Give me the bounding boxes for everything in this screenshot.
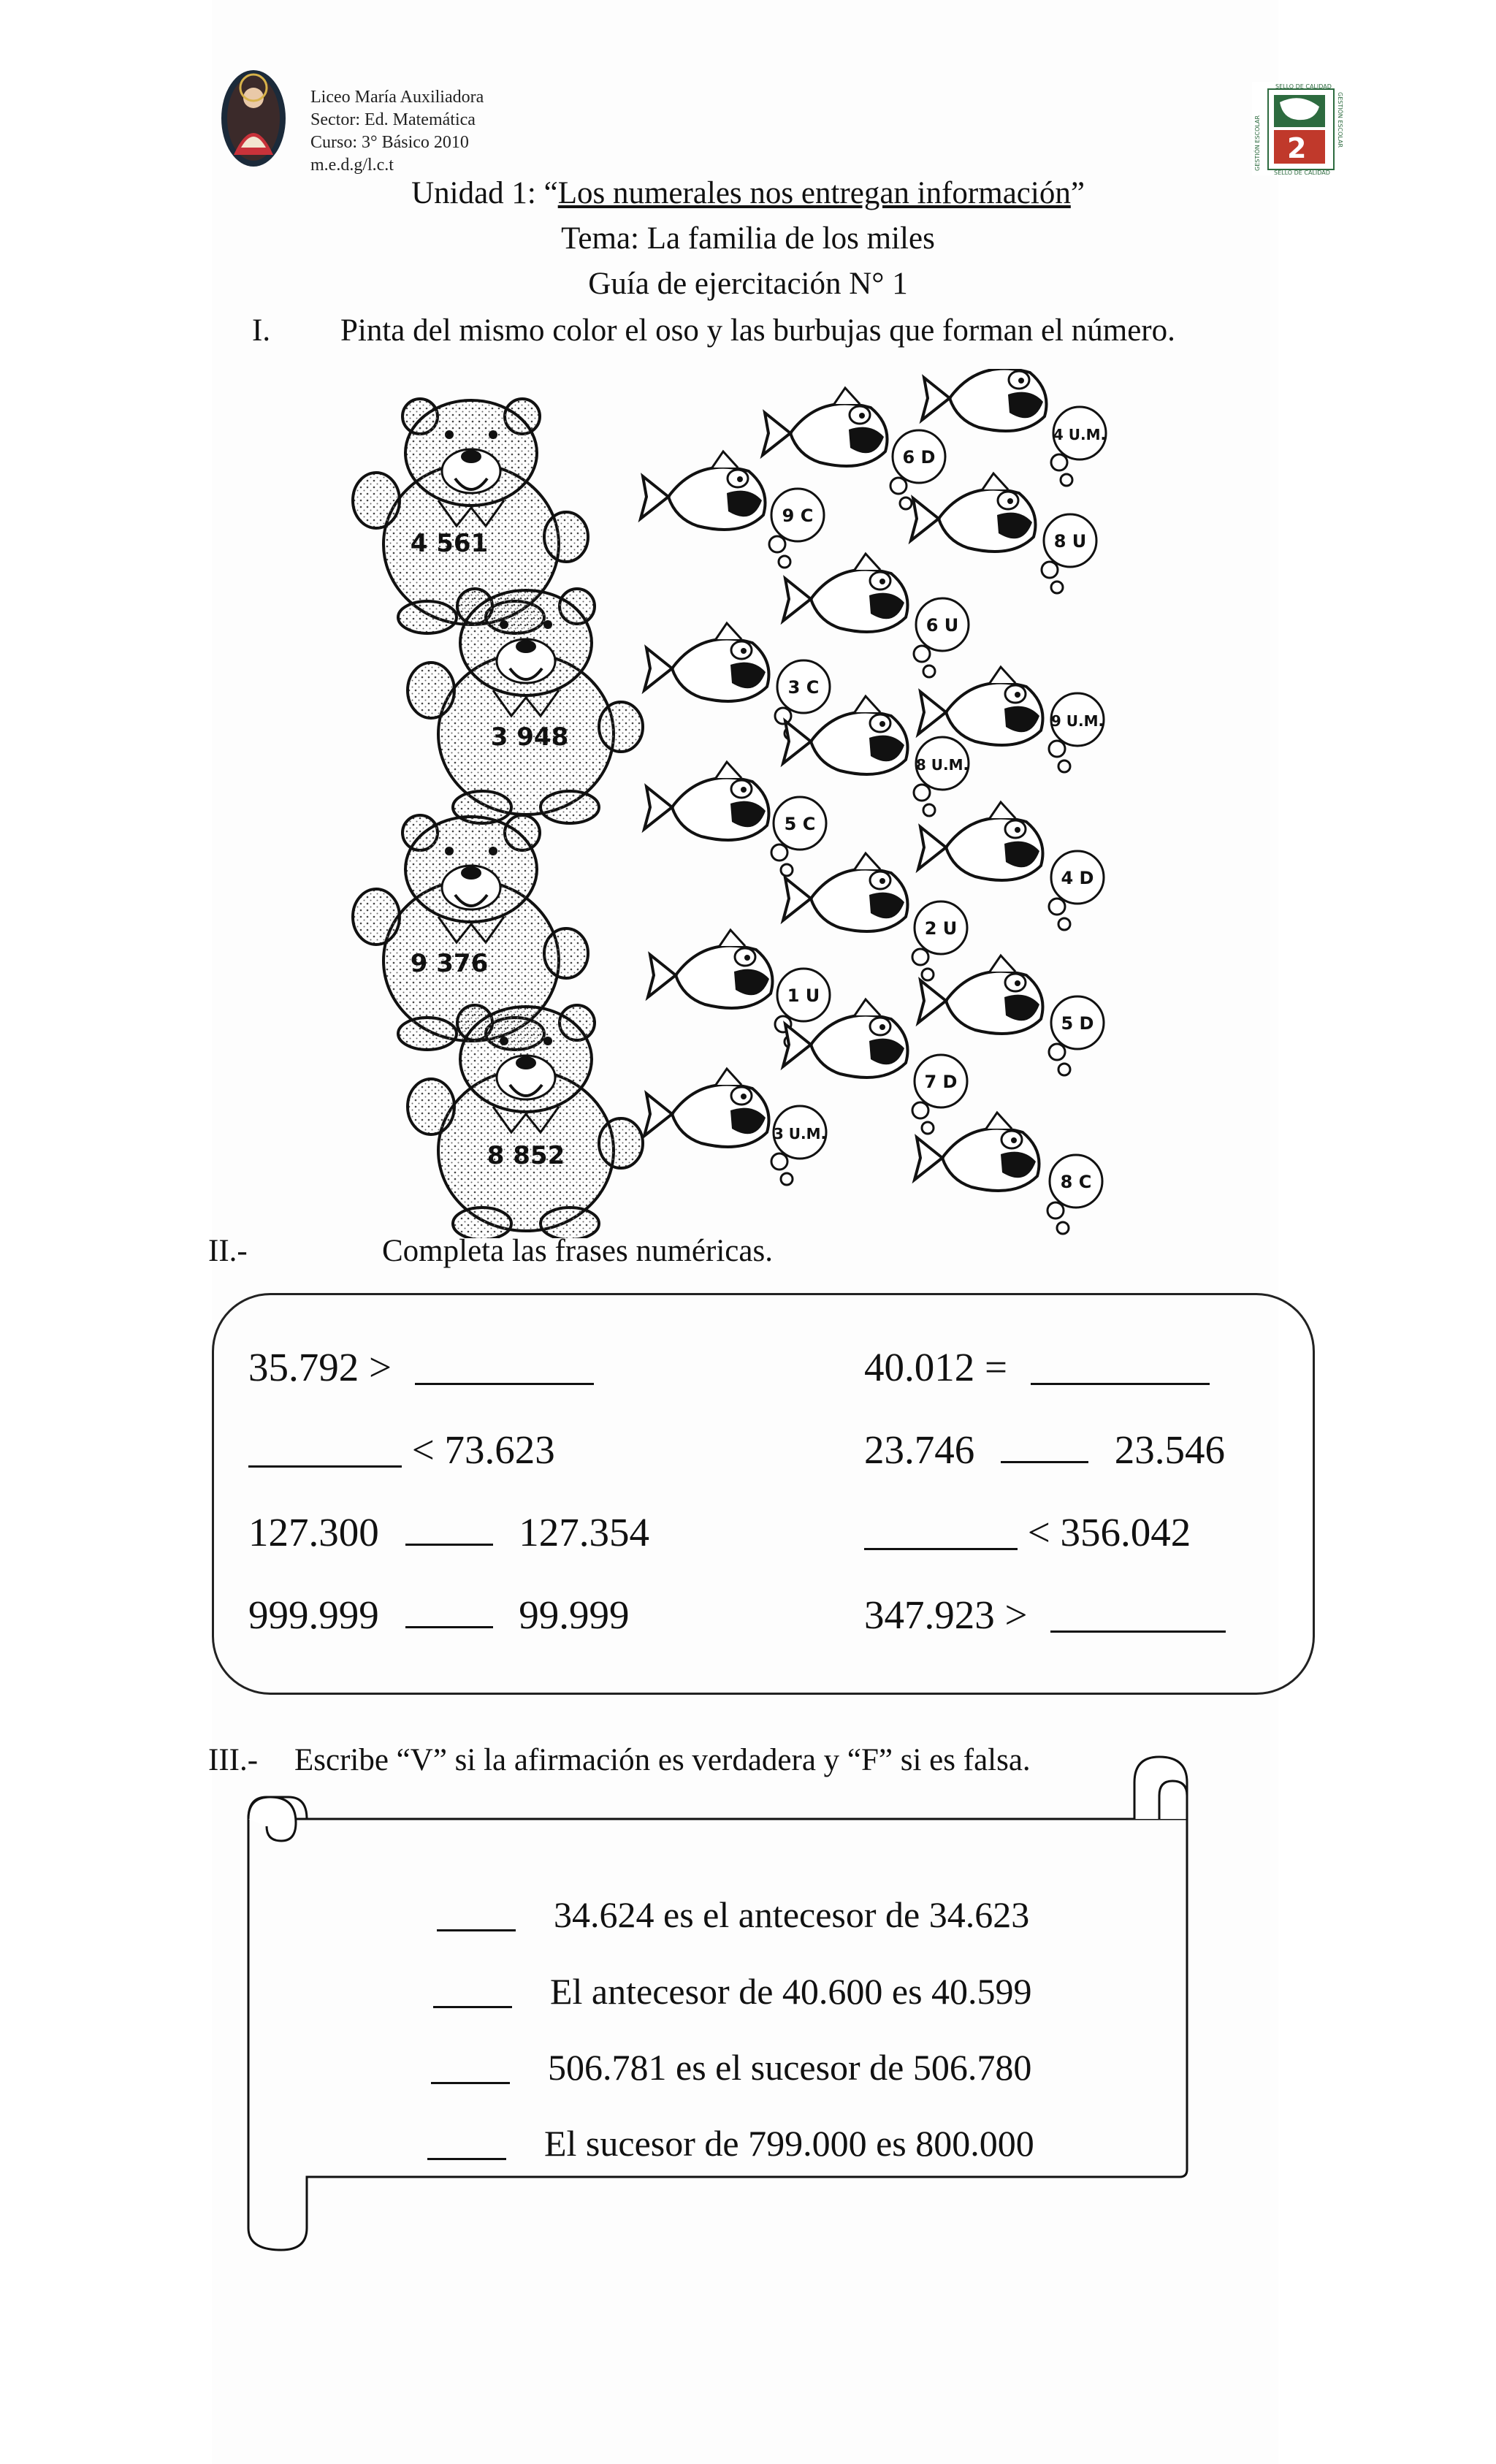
small-bubble — [1049, 1044, 1065, 1060]
bubble-label-9: 5 C — [784, 814, 816, 834]
seal-text-top: SELLO DE CALIDAD — [1275, 83, 1332, 90]
initials: m.e.d.g/l.c.t — [310, 156, 394, 175]
section-3-instruction: Escribe “V” si la afirmación es verdadera y “F” si es falsa. — [294, 1743, 1031, 1777]
sentence-5 — [864, 1344, 1210, 1390]
sentence-4 — [248, 1592, 630, 1638]
bubble-label-6: 3 C — [787, 677, 820, 698]
fish-15 — [644, 1069, 769, 1147]
statement-2 — [433, 1970, 1032, 2013]
small-bubble — [1058, 760, 1070, 772]
seal-text-left: GESTIÓN ESCOLAR — [1254, 115, 1261, 171]
fish-3 — [641, 451, 766, 530]
small-bubble — [1061, 474, 1072, 486]
statement-3 — [431, 2046, 1031, 2089]
small-bubble — [1042, 562, 1058, 578]
sentence-4-left: 999.999 — [248, 1593, 379, 1637]
fish-12 — [648, 930, 773, 1008]
bubble-label-8: 8 U.M. — [915, 756, 969, 774]
statement-1 — [437, 1893, 1029, 1936]
statement-4 — [427, 2122, 1034, 2164]
bear-2-number: 3 948 — [490, 722, 569, 752]
unit-title-suffix: ” — [1070, 176, 1085, 210]
sentence-8 — [864, 1592, 1226, 1638]
sentence-1-left: 35.792 > — [248, 1345, 392, 1389]
sentence-3 — [248, 1509, 649, 1555]
small-bubble — [923, 665, 935, 677]
small-bubble — [912, 1102, 928, 1118]
small-bubble — [1051, 454, 1067, 470]
school-name: Liceo María Auxiliadora — [310, 88, 484, 107]
small-bubble — [890, 478, 907, 494]
sector: Sector: Ed. Matemática — [310, 110, 476, 129]
bubble-label-14: 7 D — [924, 1072, 958, 1092]
sentence-8-left: 347.923 > — [864, 1593, 1028, 1637]
vf-answer-blank[interactable] — [431, 2080, 510, 2084]
answer-blank[interactable] — [1050, 1629, 1226, 1633]
small-bubble — [1058, 1064, 1070, 1075]
bubble-label-16: 8 C — [1060, 1172, 1092, 1192]
sentence-4-right: 99.999 — [519, 1593, 630, 1637]
statement-2-text: El antecesor de 40.600 es 40.599 — [550, 1971, 1032, 2012]
bubble-label-10: 4 D — [1061, 868, 1094, 888]
section-2-number: II.- — [208, 1234, 248, 1268]
vf-answer-blank[interactable] — [427, 2156, 506, 2160]
small-bubble — [781, 1173, 793, 1185]
unit-title-prefix: Unidad 1: “ — [411, 176, 558, 210]
small-bubble — [781, 864, 793, 876]
statement-3-text: 506.781 es el sucesor de 506.780 — [548, 2047, 1032, 2088]
answer-blank[interactable] — [1031, 1381, 1210, 1385]
sentence-6 — [864, 1427, 1225, 1473]
fish-11 — [783, 853, 908, 931]
bubble-label-7: 9 U.M. — [1050, 712, 1104, 730]
answer-blank[interactable] — [415, 1381, 594, 1385]
answer-blank[interactable] — [405, 1542, 493, 1546]
small-bubble — [900, 497, 912, 509]
school-crest-logo — [219, 67, 289, 169]
small-bubble — [923, 804, 935, 816]
seal-text-right: GESTIÓN ESCOLAR — [1337, 92, 1343, 148]
small-bubble — [775, 708, 791, 724]
fish-1 — [763, 388, 888, 466]
fish-6 — [644, 623, 769, 701]
small-bubble — [1051, 581, 1063, 593]
bubble-label-13: 5 D — [1061, 1013, 1094, 1034]
guide-title: Guía de ejercitación N° 1 — [588, 267, 908, 301]
bear-1-number: 4 561 — [410, 529, 489, 558]
small-bubble — [1047, 1202, 1064, 1218]
small-bubble — [1049, 899, 1065, 915]
bubble-label-12: 1 U — [787, 985, 820, 1006]
small-bubble — [914, 646, 930, 662]
small-bubble — [771, 844, 787, 861]
sentence-6-right: 23.546 — [1114, 1427, 1225, 1472]
bubble-label-1: 6 D — [902, 447, 936, 468]
small-bubble — [1057, 1222, 1069, 1234]
fish-5 — [783, 554, 908, 632]
bears-and-fish-illustration — [351, 369, 1147, 1238]
vf-answer-blank[interactable] — [433, 2005, 512, 2008]
answer-blank[interactable] — [405, 1625, 493, 1628]
small-bubble — [771, 1153, 787, 1170]
bear-3-number: 9 376 — [410, 949, 489, 978]
small-bubble — [912, 949, 928, 965]
svg-text:2: 2 — [1287, 132, 1307, 164]
bubble-label-15: 3 U.M. — [773, 1125, 827, 1143]
statement-4-text: El sucesor de 799.000 es 800.000 — [544, 2123, 1034, 2164]
small-bubble — [779, 556, 790, 568]
sentence-2-right: < 73.623 — [411, 1427, 555, 1472]
sentence-7-right: < 356.042 — [1027, 1510, 1191, 1555]
small-bubble — [914, 785, 930, 801]
unit-title — [0, 175, 1496, 211]
section-1-number: I. — [252, 313, 271, 348]
section-2-instruction: Completa las frases numéricas. — [382, 1234, 773, 1268]
unit-title-name: Los numerales nos entregan información — [557, 176, 1071, 210]
course: Curso: 3° Básico 2010 — [310, 133, 469, 152]
fish-2 — [922, 369, 1047, 431]
sentence-1 — [248, 1344, 594, 1390]
topic-title: Tema: La familia de los miles — [561, 221, 935, 256]
fish-9 — [644, 762, 769, 840]
answer-blank[interactable] — [1001, 1460, 1088, 1463]
sentence-3-right: 127.354 — [519, 1510, 649, 1555]
bear-4-number: 8 852 — [486, 1141, 565, 1170]
bubble-label-11: 2 U — [924, 918, 958, 939]
fish-4 — [911, 473, 1036, 552]
bubble-label-2: 4 U.M. — [1053, 426, 1107, 443]
small-bubble — [922, 1122, 934, 1134]
sentence-7 — [864, 1509, 1191, 1555]
sentence-3-left: 127.300 — [248, 1510, 379, 1555]
fish-10 — [918, 802, 1043, 880]
fish-13 — [918, 956, 1043, 1034]
bubble-label-3: 9 C — [782, 506, 814, 526]
bubble-label-5: 6 U — [926, 615, 959, 636]
answer-blank[interactable] — [248, 1464, 402, 1468]
section-3-number: III.- — [208, 1743, 259, 1777]
sentence-6-left: 23.746 — [864, 1427, 975, 1472]
answer-blank[interactable] — [864, 1546, 1018, 1550]
header-info — [310, 86, 484, 177]
seal-text-bottom: SELLO DE CALIDAD — [1274, 169, 1330, 175]
small-bubble — [922, 969, 934, 980]
section-1-instruction: Pinta del mismo color el oso y las burbujas que forman el número. — [340, 313, 1175, 348]
sentence-2 — [248, 1427, 555, 1473]
small-bubble — [769, 536, 785, 552]
statement-1-text: 34.624 es el antecesor de 34.623 — [554, 1894, 1030, 1935]
fish-7 — [918, 667, 1043, 745]
quality-seal-logo — [1252, 82, 1348, 175]
sentence-5-left: 40.012 = — [864, 1345, 1008, 1389]
bubble-label-4: 8 U — [1053, 531, 1087, 552]
vf-answer-blank[interactable] — [437, 1928, 516, 1931]
small-bubble — [1049, 741, 1065, 757]
small-bubble — [1058, 918, 1070, 930]
